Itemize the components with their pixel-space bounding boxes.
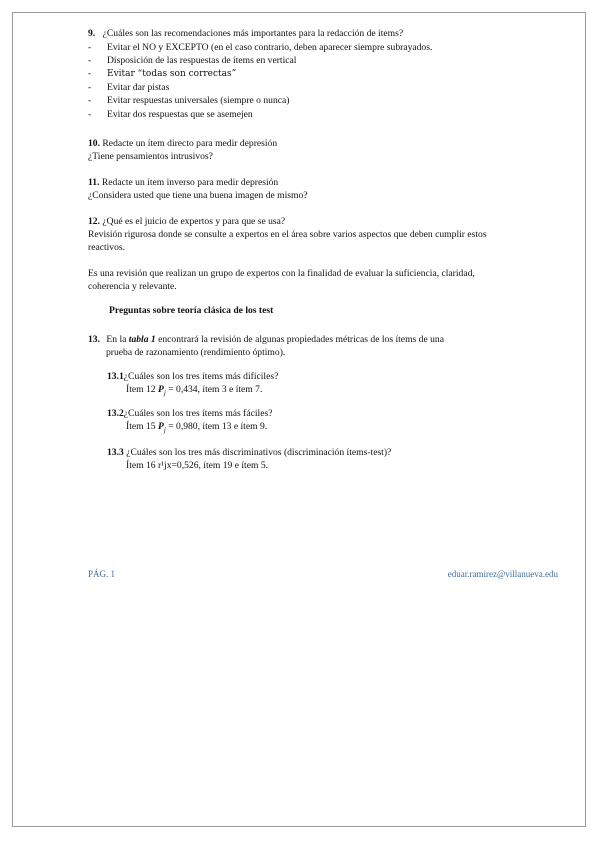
list-item: - Evitar respuestas universales (siempre o nunca) — [88, 95, 290, 106]
footer-email: eduar.ramirez@villanueva.edu — [447, 569, 558, 579]
question-12-title: ¿Qué es el juicio de expertos y para que se usa? — [102, 216, 286, 227]
subquestion-13-1-answer: Ítem 12 $P_j = 0,434$, ítem 3 e ítem 7. — [126, 384, 263, 397]
subquestion-13-1-text: ¿Cuáles son los tres ítems más difíciles? — [123, 371, 279, 382]
subquestion-13-2-answer: Ítem 15 $P_j = 0,980$, ítem 13 e ítem 9. — [126, 421, 268, 434]
list-item: - Evitar dos respuestas que se asemejen — [88, 109, 253, 120]
question-10-title: Redacte un ítem directo para medir depresión — [102, 138, 278, 149]
question-12 — [88, 216, 285, 228]
subquestion-13-3-number: 13.3 — [107, 447, 124, 458]
question-13-number: 13. — [88, 334, 100, 345]
question-9 — [88, 28, 403, 40]
question-13-line1-post: encontrará la revisión de algunas propiedades métricas de los ítems de una — [155, 334, 444, 345]
question-13 — [88, 334, 444, 346]
subquestion-13-1-number: 13.1 — [107, 371, 124, 382]
list-item: - Evitar “todas son correctas” — [88, 68, 237, 79]
question-12-number: 12. — [88, 216, 100, 227]
list-item: - Evitar el NO y EXCEPTO (en el caso contrario, deben aparecer siempre subrayados. — [88, 42, 433, 53]
question-13-table-ref: tabla 1 — [128, 334, 156, 345]
question-11-number: 11. — [88, 177, 100, 188]
question-10-answer: ¿Tiene pensamientos intrusivos? — [88, 151, 213, 162]
question-11-answer: ¿Considera usted que tiene una buena imagen de mismo? — [88, 190, 308, 201]
list-item: - Disposición de las respuestas de ítems en vertical — [88, 55, 297, 66]
section-heading: Preguntas sobre teoría clásica de los test — [109, 305, 274, 316]
question-9-number: 9. — [88, 28, 96, 39]
question-13-line1-pre: En la — [106, 334, 129, 345]
question-10 — [88, 138, 277, 150]
question-9-title: ¿Cuáles son las recomendaciones más importantes para la redacción de ítems? — [102, 28, 404, 39]
question-12-answer-line-2: reactivos. — [88, 242, 126, 253]
question-13-line-2: prueba de razonamiento (rendimiento óptimo). — [106, 347, 286, 358]
subquestion-13-3-text: ¿Cuáles son los tres más discriminativos (discriminación ítems-test)? — [123, 447, 392, 458]
question-12-paragraph-line-2: coherencia y relevante. — [88, 281, 177, 292]
question-10-number: 10. — [88, 138, 100, 149]
page-frame — [12, 12, 586, 827]
question-12-paragraph-line-1: Es una revisión que realizan un grupo de expertos con la finalidad de evaluar la suficiencia, claridad, — [88, 268, 475, 279]
question-11-title: Redacte un ítem inverso para medir depresión — [101, 177, 279, 188]
subquestion-13-2-number: 13.2 — [107, 408, 124, 419]
subquestion-13-2-text: ¿Cuáles son los tres ítems más fáciles? — [123, 408, 273, 419]
footer-page-number: PÁG. 1 — [88, 569, 116, 579]
subquestion-13-3 — [107, 447, 391, 459]
question-12-answer-line-1: Revisión rigurosa donde se consulte a expertos en el área sobre varios aspectos que deben cumplir estos — [88, 229, 487, 240]
subquestion-13-2 — [107, 408, 272, 420]
subquestion-13-3-answer: Ítem 16 r¹jx=0,526, ítem 19 e ítem 5. — [126, 460, 269, 471]
question-11 — [88, 177, 278, 189]
list-item: - Evitar dar pistas — [88, 82, 170, 93]
subquestion-13-1 — [107, 371, 278, 383]
